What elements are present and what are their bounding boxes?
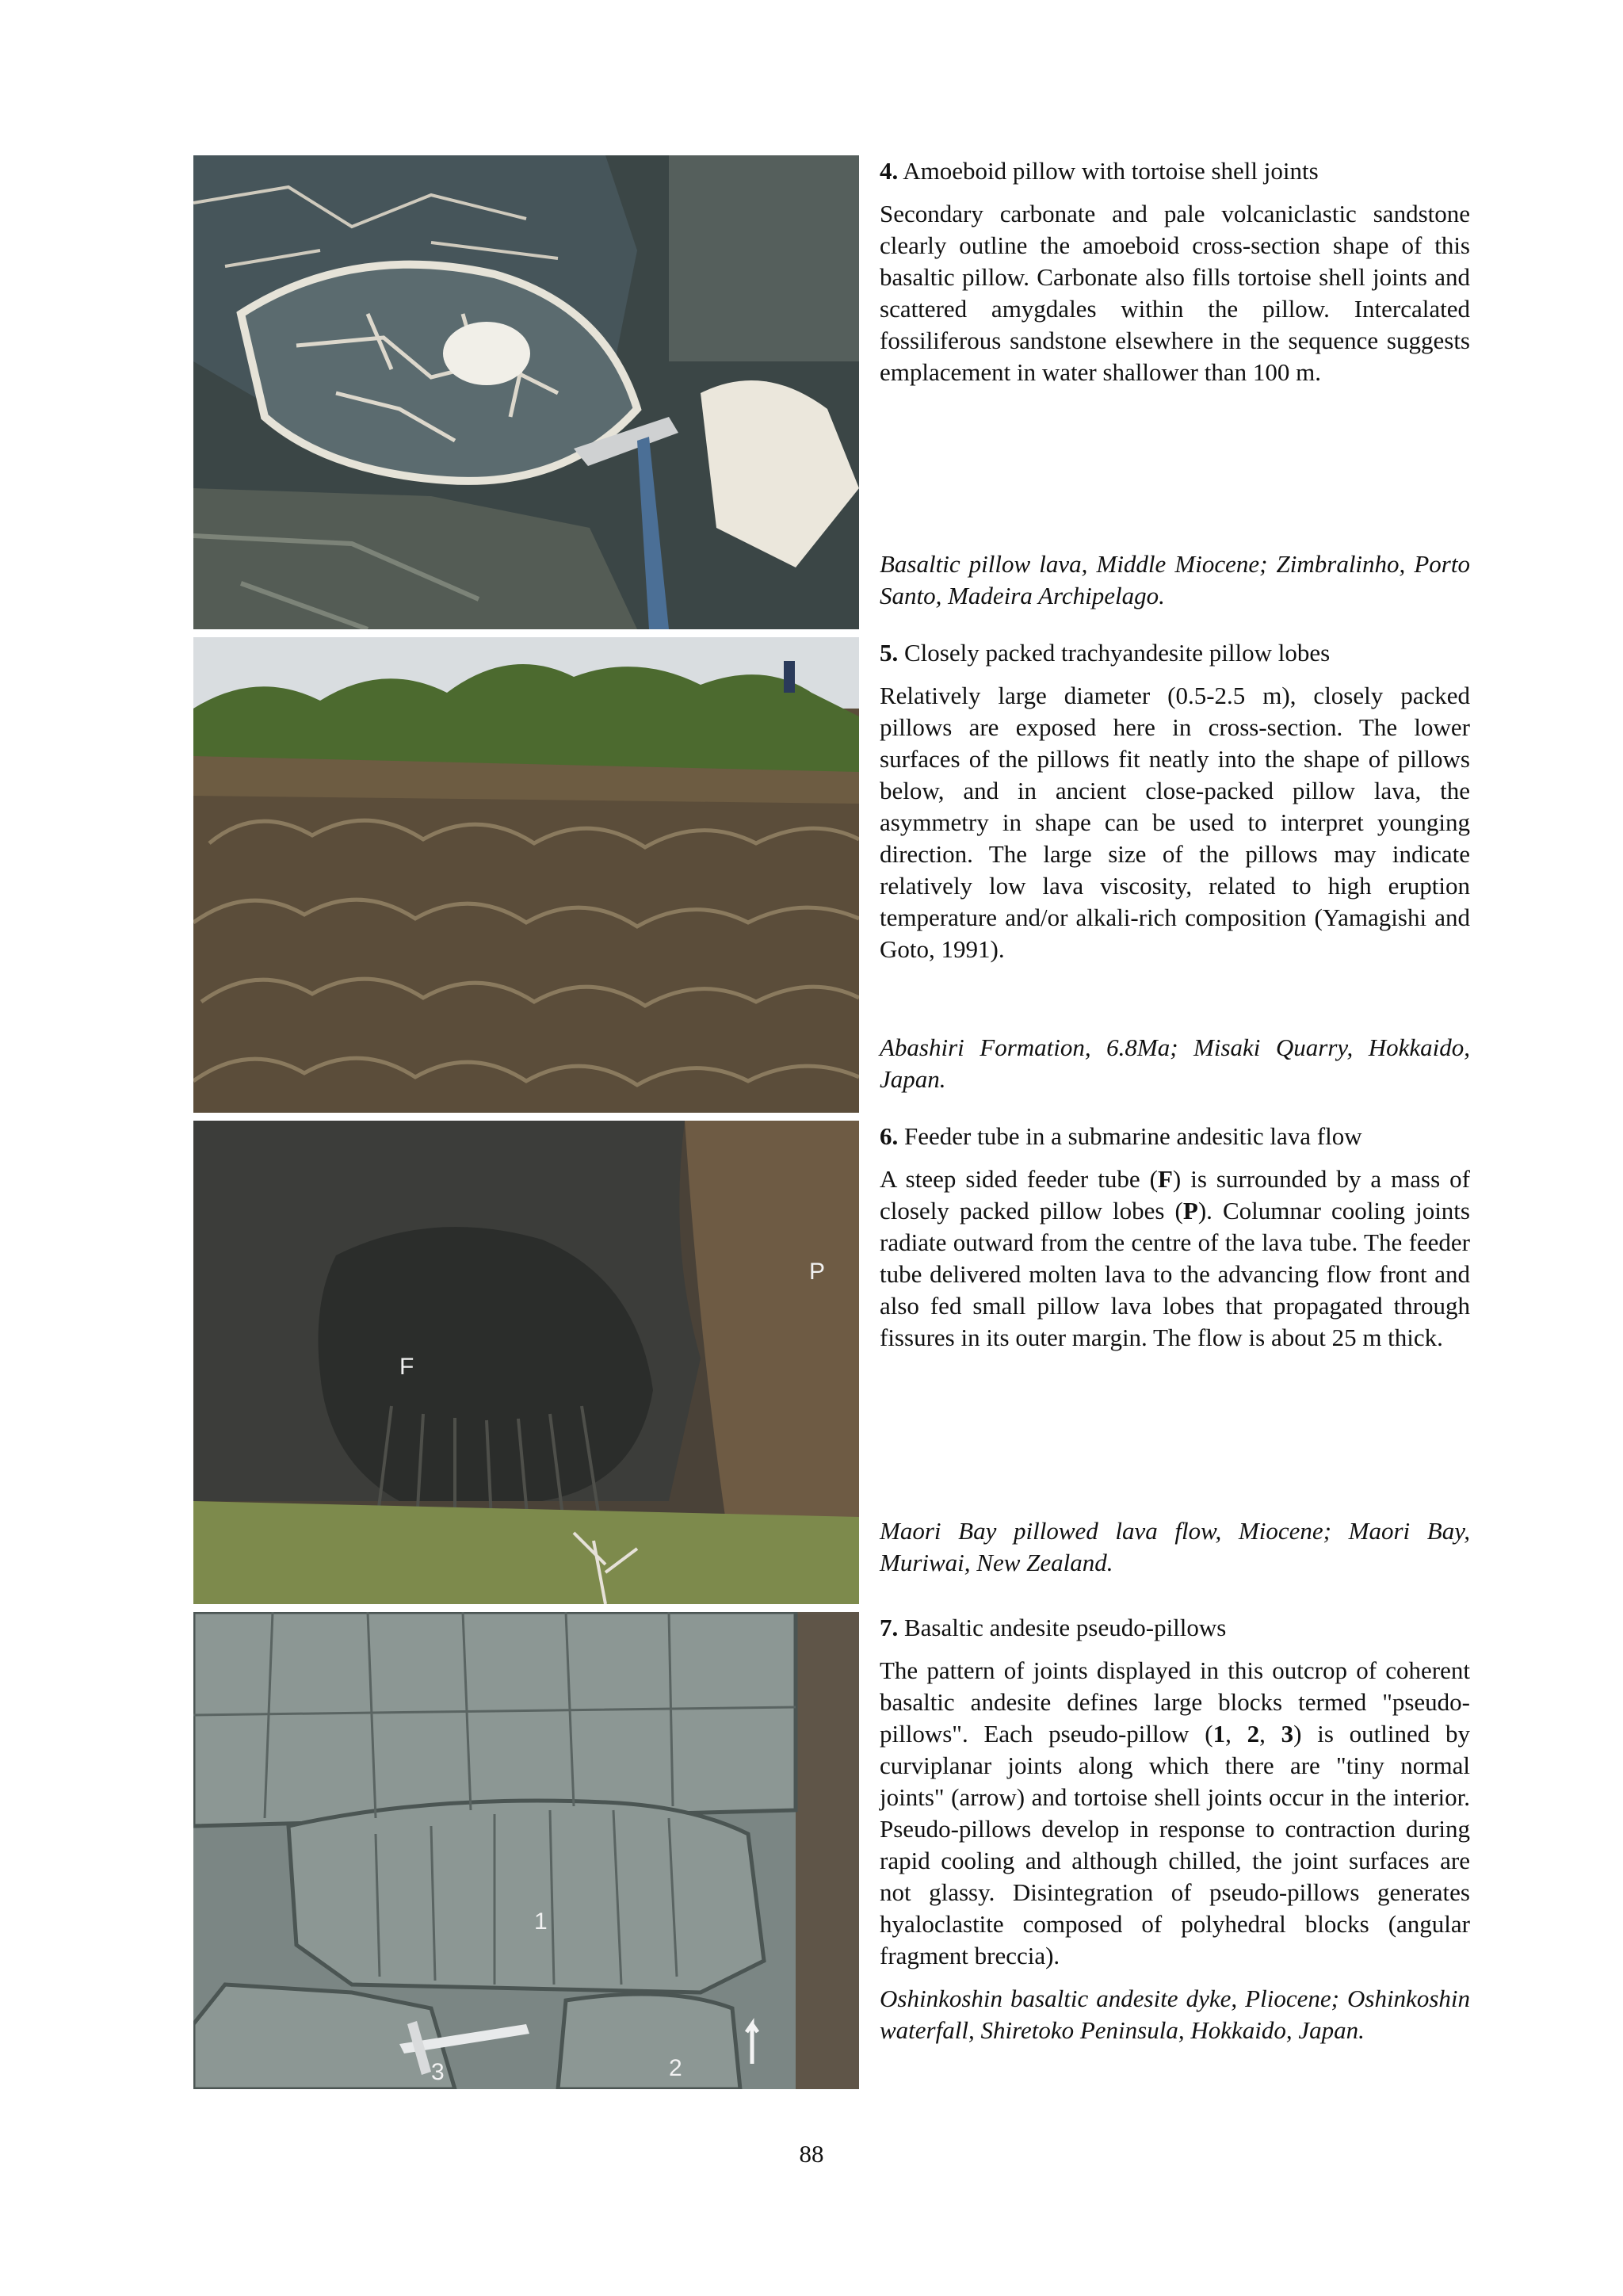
pillow-lobes-label-p: P xyxy=(809,1259,826,1285)
pseudo-pillows-image xyxy=(193,1612,859,2089)
feeder-tube-image xyxy=(193,1121,859,1604)
entry-5-description: Relatively large diameter (0.5-2.5 m), closely packed pillows are exposed here in cross-section. The lower surfaces of the pillows fit neatly into the shape of pillows below, and in ancient close-packed pillow lava, the asymmetry in shape can be used to interpret younging direction. The large size of the pillows may indicate relatively low lava viscosity, related to high eruption temperature and/or alkali-rich composition (Yamagishi and Goto, 1991). xyxy=(880,682,1470,963)
pseudo-pillow-label-2: 2 xyxy=(669,2055,682,2081)
pseudo-pillow-label-3: 3 xyxy=(431,2059,445,2085)
entry-7-description: The pattern of joints displayed in this outcrop of coherent basaltic andesite defines large blocks termed "pseudo-pillows". Each pseudo-pillow (1, 2, 3) is outlined by curviplanar joints along which there are "tiny normal joints" (arrow) and tortoise shell joints occur in the interior. Pseudo-pillows develop in response to contraction during rapid cooling and although chilled, the joint surfaces are not glassy. Disintegration of pseudo-pillows generates hyaloclastite composed of polyhedral blocks (angular fragment breccia). xyxy=(880,1656,1471,1969)
entry-6-description: A steep sided feeder tube (F) is surrounded by a mass of closely packed pillow lobes (P). Columnar cooling joints radiate outward from the centre of the lava tube. The feeder tube delivered molten lava to the advancing flow front and also fed small pillow lava lobes that propagated through fissures in its outer margin. The flow is about 25 m thick. xyxy=(880,1165,1470,1351)
amoeboid-pillow-image xyxy=(193,155,859,629)
entry-6 xyxy=(880,1121,1470,1354)
entry-4 xyxy=(880,155,1470,388)
page-number: 88 xyxy=(799,2140,824,2168)
photo-packed-pillows xyxy=(193,637,859,1113)
packed-pillows-image xyxy=(193,637,859,1113)
photo-amoeboid-pillow xyxy=(193,155,859,629)
photo-pseudo-pillows xyxy=(193,1612,859,2089)
entry-4-description: Secondary carbonate and pale volcaniclastic sandstone clearly outline the amoeboid cross-section shape of this basaltic pillow. Carbonate also fills tortoise shell joints and scattered amygdales within the pillow. Intercalated fossiliferous sandstone elsewhere in the sequence suggests emplacement in water shallower than 100 m. xyxy=(880,200,1470,386)
entry-4-number: 4. xyxy=(880,157,899,185)
entry-5 xyxy=(880,637,1470,965)
entry-5-location: Abashiri Formation, 6.8Ma; Misaki Quarry, Hokkaido, Japan. xyxy=(880,1033,1470,1093)
entry-4-location: Basaltic pillow lava, Middle Miocene; Zimbralinho, Porto Santo, Madeira Archipelago. xyxy=(880,550,1470,609)
entry-5-number: 5. xyxy=(880,639,899,667)
entry-6-number: 6. xyxy=(880,1122,899,1150)
photo-feeder-tube xyxy=(193,1121,859,1604)
entry-5-title: 5. Closely packed trachyandesite pillow lobes xyxy=(880,639,1331,667)
pseudo-pillow-label-1: 1 xyxy=(534,1908,548,1935)
entry-6-title: 6. Feeder tube in a submarine andesitic lava flow xyxy=(880,1122,1362,1150)
entry-7-number: 7. xyxy=(880,1614,899,1641)
feeder-tube-label-f: F xyxy=(399,1354,414,1380)
entry-7-location: Oshinkoshin basaltic andesite dyke, Pliocene; Oshinkoshin waterfall, Shiretoko Peninsula, Hokkaido, Japan. xyxy=(880,1985,1470,2044)
entry-6-location: Maori Bay pillowed lava flow, Miocene; Maori Bay, Muriwai, New Zealand. xyxy=(880,1517,1470,1576)
entry-7 xyxy=(880,1612,1470,2046)
entry-4-title: 4. Amoeboid pillow with tortoise shell joints xyxy=(880,157,1319,185)
entry-7-title: 7. Basaltic andesite pseudo-pillows xyxy=(880,1614,1227,1641)
